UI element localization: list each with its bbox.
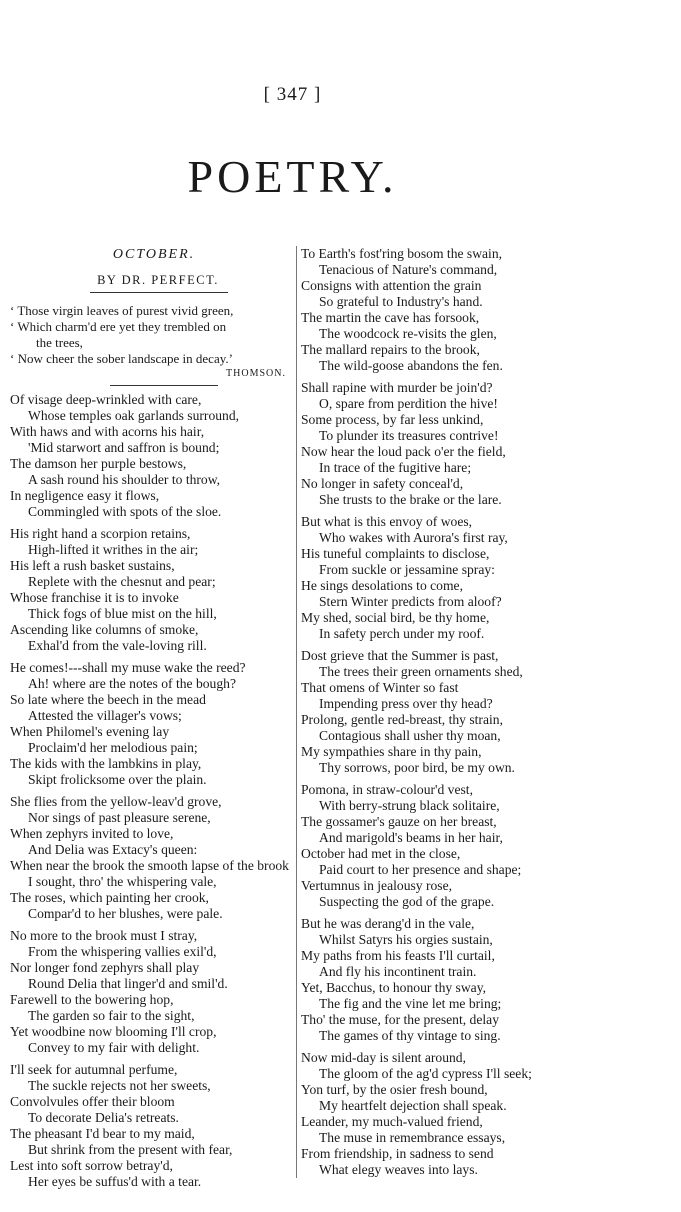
poem-line: Yon turf, by the osier fresh bound, <box>301 1082 488 1097</box>
poem-line: Now hear the loud pack o'er the field, <box>301 444 506 459</box>
poem-line: Paid court to her presence and shape; <box>319 862 522 877</box>
poem-line: Shall rapine with murder be join'd? <box>301 380 493 395</box>
stanza <box>301 916 576 1044</box>
stanza <box>301 648 576 776</box>
poem-line: Tho' the muse, for the present, delay <box>301 1012 499 1027</box>
poem-line: Impending press over thy head? <box>319 696 493 711</box>
stanza <box>10 660 288 788</box>
poem-line: Her eyes be suffus'd with a tear. <box>28 1174 202 1189</box>
poem-line: Dost grieve that the Summer is past, <box>301 648 499 663</box>
poem-line: Skipt frolicksome over the plain. <box>28 772 207 787</box>
poem-line: But what is this envoy of woes, <box>301 514 473 529</box>
poem-line: But shrink from the present with fear, <box>28 1142 233 1157</box>
poem-line: In safety perch under my roof. <box>319 626 485 641</box>
poem-line: Lest into soft sorrow betray'd, <box>10 1158 173 1173</box>
poem-line: Some process, by far less unkind, <box>301 412 484 427</box>
poem-line: Stern Winter predicts from aloof? <box>319 594 502 609</box>
poem-line: Compar'd to her blushes, were pale. <box>28 906 223 921</box>
poem-line: The muse in remembrance essays, <box>319 1130 506 1145</box>
poem-line: When near the brook the smooth lapse of the brook <box>10 858 289 873</box>
poem-line: The woodcock re-visits the glen, <box>319 326 497 341</box>
poem-line: Proclaim'd her melodious pain; <box>28 740 198 755</box>
poem-title: OCTOBER. <box>112 247 196 262</box>
poem-line: Convey to my fair with delight. <box>28 1040 200 1055</box>
poem-line: She flies from the yellow-leav'd grove, <box>10 794 222 809</box>
poem-line: And Delia was Extacy's queen: <box>28 842 198 857</box>
epigraph-rule <box>110 385 218 386</box>
poem-line: With berry-strung black solitaire, <box>319 798 500 813</box>
poem-line: Pomona, in straw-colour'd vest, <box>301 782 473 797</box>
poem-line: 'Mid starwort and saffron is bound; <box>28 440 220 455</box>
poem-line: Thy sorrows, poor bird, be my own. <box>319 760 515 775</box>
poem-line: To Earth's fost'ring bosom the swain, <box>301 246 503 261</box>
poem-line: October had met in the close, <box>301 846 461 861</box>
poem-line: The pheasant I'd bear to my maid, <box>10 1126 195 1141</box>
poem-line: To decorate Delia's retreats. <box>28 1110 179 1125</box>
poem-line: When zephyrs invited to love, <box>10 826 174 841</box>
epigraph-line: ‘ Which charm'd ere yet they trembled on <box>10 319 227 334</box>
left-column <box>10 246 288 1190</box>
poem-line: His tuneful complaints to disclose, <box>301 546 490 561</box>
poem-line: Who wakes with Aurora's first ray, <box>319 530 508 545</box>
poem-line: The gossamer's gauze on her breast, <box>301 814 497 829</box>
page-number: [ 347 ] <box>263 84 322 105</box>
poem-line: Consigns with attention the grain <box>301 278 482 293</box>
epigraph-line: the trees, <box>36 335 83 350</box>
poem-line: My paths from his feasts I'll curtail, <box>301 948 495 963</box>
poem-line: Nor sings of past pleasure serene, <box>28 810 211 825</box>
epigraph-line: ‘ Those virgin leaves of purest vivid green, <box>10 303 234 318</box>
stanza <box>10 794 288 922</box>
poem-line: He comes!---shall my muse wake the reed? <box>10 660 246 675</box>
poem-line: I'll seek for autumnal perfume, <box>10 1062 178 1077</box>
poem-line: From suckle or jessamine spray: <box>319 562 495 577</box>
stanza <box>10 1062 288 1190</box>
poem-line: Of visage deep-wrinkled with care, <box>10 392 202 407</box>
stanza <box>10 928 288 1056</box>
poem-line: No more to the brook must I stray, <box>10 928 198 943</box>
poem-line: Thick fogs of blue mist on the hill, <box>28 606 217 621</box>
poem-line: And marigold's beams in her hair, <box>319 830 503 845</box>
poem-line: The wild-goose abandons the fen. <box>319 358 503 373</box>
poem-line: The mallard repairs to the brook, <box>301 342 480 357</box>
left-stanzas <box>10 392 288 1190</box>
poem-line: Convolvules offer their bloom <box>10 1094 175 1109</box>
poem-line: From the whispering vallies exil'd, <box>28 944 217 959</box>
poem-line: Farewell to the bowering hop, <box>10 992 174 1007</box>
poem-line: High-lifted it writhes in the air; <box>28 542 199 557</box>
poem-line: The trees their green ornaments shed, <box>319 664 523 679</box>
poem-line: I sought, thro' the whispering vale, <box>28 874 217 889</box>
poem-line: When Philomel's evening lay <box>10 724 170 739</box>
epigraph-attribution: THOMSON. <box>226 368 286 379</box>
byline-rule <box>90 292 228 293</box>
stanza <box>301 246 576 374</box>
poem-line: Contagious shall usher thy moan, <box>319 728 501 743</box>
poem-line: Tenacious of Nature's command, <box>319 262 498 277</box>
poem-line: So late where the beech in the mead <box>10 692 206 707</box>
poem-line: From friendship, in sadness to send <box>301 1146 494 1161</box>
stanza <box>10 526 288 654</box>
stanza <box>10 392 288 520</box>
poem-line: She trusts to the brake or the lare. <box>319 492 502 507</box>
stanza <box>301 514 576 642</box>
poem-line: Attested the villager's vows; <box>28 708 182 723</box>
section-title: POETRY. <box>187 151 398 202</box>
poem-line: Nor longer fond zephyrs shall play <box>10 960 200 975</box>
poem-line: Yet woodbine now blooming I'll crop, <box>10 1024 217 1039</box>
poem-line: He sings desolations to come, <box>301 578 463 593</box>
poem-line: The roses, which painting her crook, <box>10 890 209 905</box>
poem-line: Leander, my much-valued friend, <box>301 1114 483 1129</box>
poem-line: And fly his incontinent train. <box>319 964 477 979</box>
poem-line: Round Delia that linger'd and smil'd. <box>28 976 228 991</box>
right-stanzas <box>301 246 576 1178</box>
poem-line: What elegy weaves into lays. <box>319 1162 478 1177</box>
poem-line: The damson her purple bestows, <box>10 456 187 471</box>
poem-line: The suckle rejects not her sweets, <box>28 1078 211 1093</box>
poem-line: Now mid-day is silent around, <box>301 1050 466 1065</box>
poem-line: That omens of Winter so fast <box>301 680 459 695</box>
poem-line: Vertumnus in jealousy rose, <box>301 878 453 893</box>
poem-line: The fig and the vine let me bring; <box>319 996 502 1011</box>
poem-line: The gloom of the ag'd cypress I'll seek; <box>319 1066 532 1081</box>
epigraph <box>10 303 288 381</box>
poem-line: The kids with the lambkins in play, <box>10 756 202 771</box>
poem-line: Ah! where are the notes of the bough? <box>28 676 236 691</box>
poem-line: Exhal'd from the vale-loving rill. <box>28 638 207 653</box>
right-column <box>296 246 576 1178</box>
poem-line: No longer in safety conceal'd, <box>301 476 464 491</box>
poem-line: My sympathies share in thy pain, <box>301 744 482 759</box>
poem-line: The garden so fair to the sight, <box>28 1008 195 1023</box>
poem-line: The games of thy vintage to sing. <box>319 1028 501 1043</box>
poem-line: But he was derang'd in the vale, <box>301 916 475 931</box>
stanza <box>301 380 576 508</box>
poem-line: In negligence easy it flows, <box>10 488 160 503</box>
poem-line: To plunder its treasures contrive! <box>319 428 499 443</box>
epigraph-line: ‘ Now cheer the sober landscape in decay.’ <box>10 351 233 366</box>
poem-line: Replete with the chesnut and pear; <box>28 574 216 589</box>
poem-line: Whose temples oak garlands surround, <box>28 408 240 423</box>
poem-line: My shed, social bird, be thy home, <box>301 610 490 625</box>
poem-line: Ascending like columns of smoke, <box>10 622 199 637</box>
poem-line: In trace of the fugitive hare; <box>319 460 472 475</box>
poem-line: The martin the cave has forsook, <box>301 310 480 325</box>
poem-line: Yet, Bacchus, to honour thy sway, <box>301 980 487 995</box>
poem-line: With haws and with acorns his hair, <box>10 424 205 439</box>
poem-line: O, spare from perdition the hive! <box>319 396 498 411</box>
poem-line: His right hand a scorpion retains, <box>10 526 191 541</box>
poem-line: A sash round his shoulder to throw, <box>28 472 221 487</box>
poem-line: Commingled with spots of the sloe. <box>28 504 222 519</box>
poem-line: My heartfelt dejection shall speak. <box>319 1098 507 1113</box>
poem-line: Whose franchise it is to invoke <box>10 590 179 605</box>
stanza <box>301 1050 576 1178</box>
poem-line: So grateful to Industry's hand. <box>319 294 483 309</box>
poem-line: His left a rush basket sustains, <box>10 558 175 573</box>
poem-author: BY DR. PERFECT. <box>97 273 219 287</box>
poem-line: Whilst Satyrs his orgies sustain, <box>319 932 493 947</box>
poem-line: Prolong, gentle red-breast, thy strain, <box>301 712 503 727</box>
stanza <box>301 782 576 910</box>
poem-line: Suspecting the god of the grape. <box>319 894 495 909</box>
